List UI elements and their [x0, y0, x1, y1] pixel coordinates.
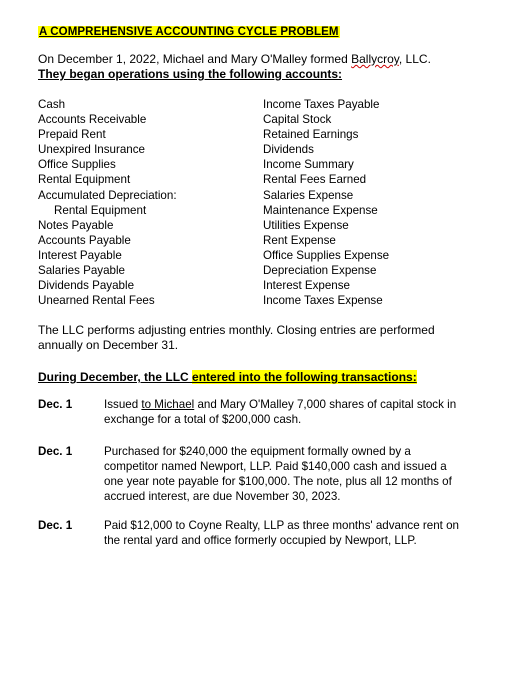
- account-item: Interest Expense: [263, 279, 351, 293]
- account-item: Capital Stock: [263, 113, 332, 127]
- underlined-name: to Michael: [141, 398, 195, 411]
- account-item: Rental Fees Earned: [263, 173, 367, 187]
- transaction-date: Dec. 1: [38, 445, 73, 458]
- account-item: Income Taxes Payable: [263, 98, 380, 111]
- adjusting-entries-note: The LLC performs adjusting entries monthly. Closing entries are performed annually on December 31.: [38, 323, 435, 352]
- transactions-heading-part1: During December, the LLC: [38, 370, 193, 384]
- account-item: Office Supplies: [38, 158, 116, 172]
- transaction-description: Purchased for $240,000 the equipment formally owned by a competitor named Newport, LLP. Paid $140,000 cash and issued a one year note payable for $100,000. The note, plus all 12 months of accrued interest, are due November 30, 2023.: [104, 445, 452, 503]
- accounts-list-right: [263, 97, 389, 308]
- account-item: Utilities Expense: [263, 218, 349, 232]
- transactions-heading: [38, 370, 417, 384]
- accounts-subheading: They began operations using the following accounts:: [38, 67, 343, 81]
- account-item: Retained Earnings: [263, 128, 359, 142]
- account-item: Accumulated Depreciation:: [38, 188, 177, 202]
- transactions-heading-highlight: entered into the following transactions:: [192, 370, 417, 384]
- account-item: Accounts Payable: [38, 233, 131, 247]
- account-item: Depreciation Expense: [263, 264, 377, 278]
- intro-text-before: On December 1, 2022, Michael and Mary O'Malley formed: [38, 52, 352, 66]
- account-item: Salaries Payable: [38, 264, 126, 278]
- account-item: Unexpired Insurance: [38, 143, 145, 157]
- account-item: Maintenance Expense: [263, 203, 378, 217]
- intro-text-after: , LLC.: [398, 52, 431, 66]
- company-name: Ballycroy: [351, 52, 399, 66]
- account-item: Dividends Payable: [38, 279, 135, 293]
- account-item: Dividends: [263, 143, 314, 157]
- account-item: Income Summary: [263, 158, 354, 172]
- account-item: Unearned Rental Fees: [38, 294, 155, 308]
- account-item: Cash: [38, 98, 66, 111]
- account-item: Income Taxes Expense: [263, 294, 383, 308]
- account-item: Accounts Receivable: [38, 113, 147, 127]
- transaction-description: Paid $12,000 to Coyne Realty, LLP as three months' advance rent on the rental yard and office formerly occupied by Newport, LLP.: [104, 519, 459, 547]
- account-item: Rental Equipment: [54, 203, 147, 217]
- document-title: A COMPREHENSIVE ACCOUNTING CYCLE PROBLEM: [39, 26, 339, 38]
- account-item: Interest Payable: [38, 248, 122, 262]
- transaction-description: [104, 397, 464, 427]
- transaction-date: Dec. 1: [38, 519, 73, 532]
- account-item: Salaries Expense: [263, 188, 354, 202]
- transaction-text: and Mary O'Malley 7,000 shares of capital stock in exchange for a total of $200,000 cash.: [104, 398, 457, 426]
- transaction-date: Dec. 1: [38, 398, 73, 411]
- account-item: Rent Expense: [263, 233, 336, 247]
- account-item: Notes Payable: [38, 218, 114, 232]
- account-item: Prepaid Rent: [38, 128, 106, 142]
- intro-sentence: [38, 52, 431, 66]
- account-item: Office Supplies Expense: [263, 248, 390, 262]
- account-item: Rental Equipment: [38, 173, 131, 187]
- transaction-text: Issued: [104, 398, 142, 411]
- accounts-list-left: [38, 97, 177, 308]
